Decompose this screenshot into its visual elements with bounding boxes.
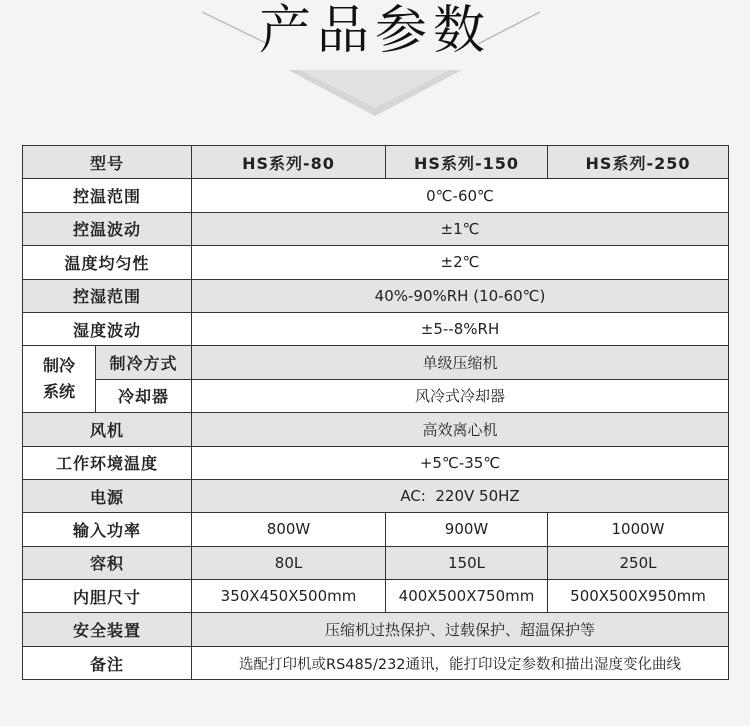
inner-size-250: 500X500X950mm	[548, 580, 729, 613]
model-250: HS系列-250	[548, 146, 729, 179]
inner-size-80: 350X450X500mm	[192, 580, 386, 613]
volume-150: 150L	[386, 546, 548, 579]
table-row	[23, 646, 729, 679]
cooling-system-label	[23, 346, 96, 413]
model-150: HS系列-150	[386, 146, 548, 179]
row-value: AC: 220V 50HZ	[192, 479, 729, 512]
cooling-system-label-line2: 系统	[42, 382, 75, 402]
table-row	[23, 312, 729, 345]
table-row	[23, 479, 729, 512]
page-title: 产品参数	[258, 1, 491, 61]
row-label: 控温波动	[23, 212, 192, 245]
row-value: ±1℃	[192, 212, 729, 245]
row-label: 内胆尺寸	[23, 580, 192, 613]
spec-table	[22, 145, 729, 680]
table-row	[23, 613, 729, 646]
row-label: 温度均匀性	[23, 246, 192, 279]
row-label: 安全装置	[23, 613, 192, 646]
model-80: HS系列-80	[192, 146, 386, 179]
inner-size-150: 400X500X750mm	[386, 580, 548, 613]
volume-80: 80L	[192, 546, 386, 579]
table-row	[23, 580, 729, 613]
row-value: 0℃-60℃	[192, 179, 729, 212]
row-value: 风冷式冷却器	[192, 379, 729, 412]
table-row	[23, 212, 729, 245]
table-row	[23, 279, 729, 312]
row-value: ±2℃	[192, 246, 729, 279]
row-label: 容积	[23, 546, 192, 579]
row-value: 选配打印机或RS485/232通讯，能打印设定参数和描出湿度变化曲线	[192, 646, 729, 679]
row-label: 冷却器	[96, 379, 192, 412]
table-row	[23, 513, 729, 546]
row-value: 压缩机过热保护、过载保护、超温保护等	[192, 613, 729, 646]
row-label: 制冷方式	[96, 346, 192, 379]
row-label: 控湿范围	[23, 279, 192, 312]
row-label: 工作环境温度	[23, 446, 192, 479]
table-row	[23, 246, 729, 279]
table-row	[23, 379, 729, 412]
table-row	[23, 546, 729, 579]
table-header-row	[23, 146, 729, 179]
row-value: +5℃-35℃	[192, 446, 729, 479]
table-row	[23, 346, 729, 379]
row-value: 单级压缩机	[192, 346, 729, 379]
row-value: 高效离心机	[192, 413, 729, 446]
row-label: 控温范围	[23, 179, 192, 212]
row-value: ±5--8%RH	[192, 312, 729, 345]
row-label: 湿度波动	[23, 312, 192, 345]
volume-250: 250L	[548, 546, 729, 579]
power-80: 800W	[192, 513, 386, 546]
cooling-system-label-line1: 制冷	[42, 356, 75, 376]
table-row	[23, 179, 729, 212]
table-row	[23, 413, 729, 446]
power-150: 900W	[386, 513, 548, 546]
row-label: 电源	[23, 479, 192, 512]
row-label: 备注	[23, 646, 192, 679]
row-label: 输入功率	[23, 513, 192, 546]
table-row	[23, 446, 729, 479]
model-label: 型号	[23, 146, 192, 179]
row-value: 40%-90%RH (10-60℃)	[192, 279, 729, 312]
row-label: 风机	[23, 413, 192, 446]
power-250: 1000W	[548, 513, 729, 546]
page-header	[0, 0, 750, 120]
